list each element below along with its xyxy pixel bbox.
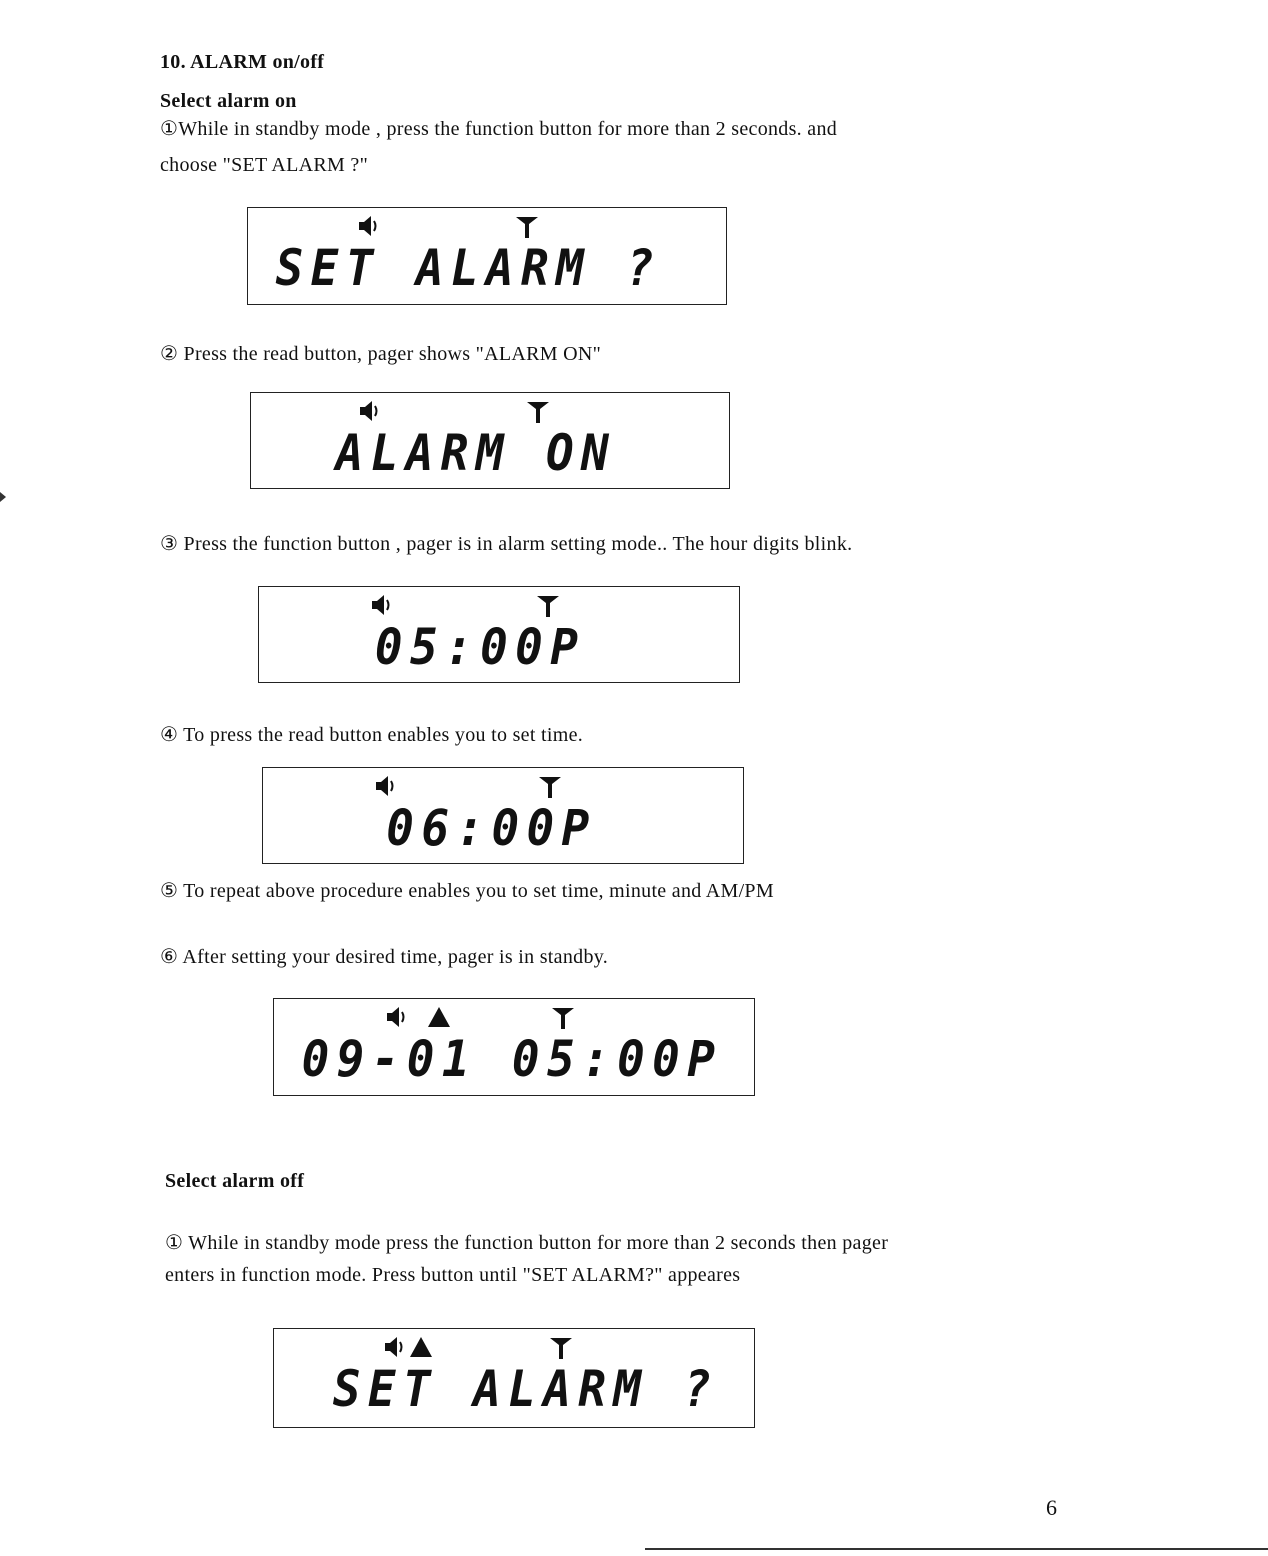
antenna-icon: [535, 593, 561, 619]
antenna-icon: [525, 399, 551, 425]
lcd-text: 06:00P: [386, 799, 597, 857]
speaker-icon: [357, 399, 385, 423]
lcd-display-set-alarm-off: [273, 1328, 755, 1428]
lcd-display-time-06: [262, 767, 744, 864]
step-3: ③ Press the function button , pager is in alarm setting mode.. The hour digits blink.: [160, 533, 853, 555]
lcd-display-standby: [273, 998, 755, 1096]
speaker-icon: [384, 1005, 412, 1029]
footer-rule: [645, 1548, 1268, 1550]
select-alarm-on-heading: Select alarm on: [160, 90, 297, 112]
antenna-icon: [550, 1005, 576, 1031]
off-step-1-line-1: ① While in standby mode press the function button for more than 2 seconds then pager: [165, 1232, 889, 1254]
section-title: 10. ALARM on/off: [160, 51, 325, 73]
lcd-text: SET ALARM ?: [332, 1360, 719, 1418]
select-alarm-off-heading: Select alarm off: [165, 1170, 305, 1192]
alarm-bell-icon: [426, 1005, 452, 1029]
step-4: ④ To press the read button enables you to set time.: [160, 724, 584, 746]
antenna-icon: [548, 1335, 574, 1361]
lcd-display-alarm-on: [250, 392, 730, 489]
step-5: ⑤ To repeat above procedure enables you to set time, minute and AM/PM: [160, 880, 774, 902]
lcd-text: 05:00P: [374, 618, 586, 676]
scan-mark: [0, 492, 6, 502]
lcd-display-set-alarm: [247, 207, 727, 305]
lcd-text: ALARM ON: [335, 424, 617, 482]
step-6: ⑥ After setting your desired time, pager is in standby.: [160, 946, 609, 968]
speaker-icon: [382, 1335, 410, 1359]
step-2: ② Press the read button, pager shows "ALARM ON": [160, 343, 602, 365]
lcd-text: 09-01 05:00P: [301, 1030, 723, 1088]
off-step-1-line-2: enters in function mode. Press button until "SET ALARM?" appeares: [165, 1264, 741, 1286]
lcd-text: SET ALARM ?: [275, 239, 662, 297]
speaker-icon: [369, 593, 397, 617]
alarm-bell-icon: [408, 1335, 434, 1359]
speaker-icon: [356, 214, 384, 238]
lcd-display-time-05: [258, 586, 740, 683]
antenna-icon: [537, 774, 563, 800]
step-1-line-1: ①While in standby mode , press the function button for more than 2 seconds. and: [160, 118, 838, 140]
antenna-icon: [514, 214, 540, 240]
speaker-icon: [373, 774, 401, 798]
step-1-line-2: choose "SET ALARM ?": [160, 154, 369, 176]
page-number: 6: [1046, 1495, 1057, 1520]
